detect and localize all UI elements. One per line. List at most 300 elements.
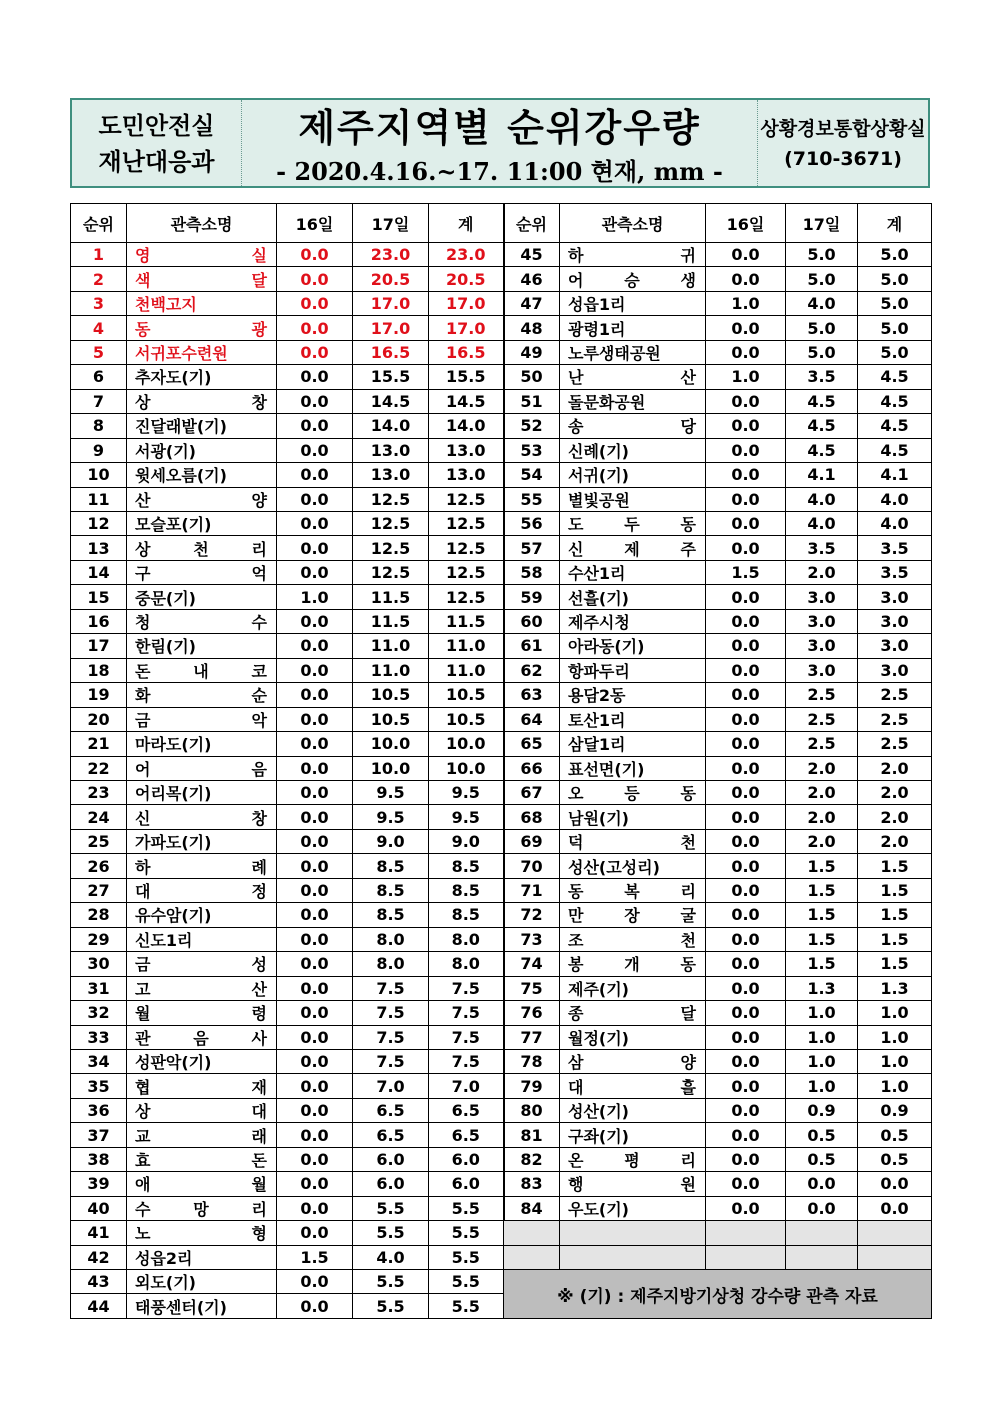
day17-value: 1.3 bbox=[786, 976, 858, 1000]
total-value: 11.5 bbox=[429, 609, 504, 633]
total-value: 6.5 bbox=[429, 1123, 504, 1147]
total-value: 2.5 bbox=[858, 732, 932, 756]
total-value: 2.5 bbox=[858, 683, 932, 707]
station-name: 청 수 bbox=[127, 609, 277, 633]
col-day17: 17일 bbox=[353, 204, 429, 243]
day16-value: 0.0 bbox=[277, 463, 353, 487]
day17-value: 12.5 bbox=[353, 536, 429, 560]
total-value: 1.5 bbox=[858, 903, 932, 927]
station-name: 서광(기) bbox=[127, 438, 277, 462]
rank-cell: 18 bbox=[71, 658, 127, 682]
day16-value: 0.0 bbox=[277, 536, 353, 560]
rank-cell: 51 bbox=[504, 389, 560, 413]
day17-value: 7.5 bbox=[353, 1001, 429, 1025]
station-name: 수 망 리 bbox=[127, 1196, 277, 1220]
day17-value: 8.5 bbox=[353, 903, 429, 927]
day16-value: 0.0 bbox=[277, 903, 353, 927]
day17-value: 3.5 bbox=[786, 365, 858, 389]
day16-value: 0.0 bbox=[277, 1221, 353, 1245]
table-row bbox=[71, 438, 504, 462]
rank-cell: 5 bbox=[71, 340, 127, 364]
table-row bbox=[71, 683, 504, 707]
station-name: 가파도(기) bbox=[127, 829, 277, 853]
day17-value: 12.5 bbox=[353, 560, 429, 584]
station-name: 남원(기) bbox=[560, 805, 706, 829]
table-row bbox=[504, 340, 932, 364]
day16-value: 0.0 bbox=[706, 487, 786, 511]
station-name: 표선면(기) bbox=[560, 756, 706, 780]
day17-value: 7.5 bbox=[353, 1025, 429, 1049]
day16-value: 0.0 bbox=[706, 903, 786, 927]
empty-cell bbox=[858, 1221, 932, 1245]
station-name: 종 달 bbox=[560, 1001, 706, 1025]
day17-value: 4.0 bbox=[353, 1245, 429, 1269]
table-row bbox=[71, 952, 504, 976]
total-value: 9.5 bbox=[429, 780, 504, 804]
day17-value: 14.5 bbox=[353, 389, 429, 413]
day16-value: 0.0 bbox=[277, 316, 353, 340]
day17-value: 5.0 bbox=[786, 267, 858, 291]
report-header bbox=[70, 98, 930, 188]
rank-cell: 28 bbox=[71, 903, 127, 927]
day17-value: 0.5 bbox=[786, 1123, 858, 1147]
table-row bbox=[504, 243, 932, 267]
total-value: 0.5 bbox=[858, 1147, 932, 1171]
station-name: 화 순 bbox=[127, 683, 277, 707]
day16-value: 0.0 bbox=[706, 878, 786, 902]
rank-cell: 29 bbox=[71, 927, 127, 951]
station-name: 어리목(기) bbox=[127, 780, 277, 804]
rank-cell: 4 bbox=[71, 316, 127, 340]
total-value: 2.0 bbox=[858, 829, 932, 853]
day17-value: 0.0 bbox=[786, 1172, 858, 1196]
station-name: 영 실 bbox=[127, 243, 277, 267]
total-value: 0.9 bbox=[858, 1098, 932, 1122]
department-line1: 도민안전실 bbox=[98, 112, 215, 140]
day16-value: 1.0 bbox=[706, 291, 786, 315]
total-value: 5.5 bbox=[429, 1270, 504, 1294]
table-row bbox=[71, 1245, 504, 1269]
station-name: 돈 내 코 bbox=[127, 658, 277, 682]
table-row bbox=[71, 1270, 504, 1294]
rank-cell: 19 bbox=[71, 683, 127, 707]
rank-cell: 78 bbox=[504, 1049, 560, 1073]
station-name: 봉 개 동 bbox=[560, 952, 706, 976]
table-row bbox=[71, 878, 504, 902]
day16-value: 0.0 bbox=[706, 976, 786, 1000]
empty-cell bbox=[786, 1221, 858, 1245]
table-row bbox=[504, 1196, 932, 1220]
total-value: 4.5 bbox=[858, 414, 932, 438]
station-name: 태풍센터(기) bbox=[127, 1294, 277, 1318]
total-value: 1.0 bbox=[858, 1074, 932, 1098]
station-name: 온 평 리 bbox=[560, 1147, 706, 1171]
total-value: 12.5 bbox=[429, 487, 504, 511]
day17-value: 3.0 bbox=[786, 609, 858, 633]
table-row bbox=[71, 365, 504, 389]
day17-value: 13.0 bbox=[353, 438, 429, 462]
day16-value: 0.0 bbox=[277, 291, 353, 315]
rank-cell: 68 bbox=[504, 805, 560, 829]
table-row bbox=[71, 1294, 504, 1318]
rank-cell: 48 bbox=[504, 316, 560, 340]
contact-block bbox=[758, 100, 928, 186]
day17-value: 6.5 bbox=[353, 1098, 429, 1122]
col-station: 관측소명 bbox=[560, 204, 706, 243]
day16-value: 0.0 bbox=[277, 1098, 353, 1122]
day16-value: 0.0 bbox=[277, 1001, 353, 1025]
day17-value: 1.0 bbox=[786, 1025, 858, 1049]
total-value: 1.0 bbox=[858, 1025, 932, 1049]
rank-cell: 50 bbox=[504, 365, 560, 389]
table-row bbox=[71, 1098, 504, 1122]
station-name: 대 정 bbox=[127, 878, 277, 902]
station-name: 상 천 리 bbox=[127, 536, 277, 560]
station-name: 광령1리 bbox=[560, 316, 706, 340]
rank-cell: 11 bbox=[71, 487, 127, 511]
day17-value: 6.0 bbox=[353, 1147, 429, 1171]
rank-cell: 63 bbox=[504, 683, 560, 707]
total-value: 11.0 bbox=[429, 658, 504, 682]
table-row bbox=[504, 878, 932, 902]
total-value: 4.0 bbox=[858, 487, 932, 511]
day16-value: 0.0 bbox=[277, 683, 353, 707]
day17-value: 2.5 bbox=[786, 683, 858, 707]
total-value: 15.5 bbox=[429, 365, 504, 389]
table-row bbox=[71, 291, 504, 315]
day17-value: 9.0 bbox=[353, 829, 429, 853]
day16-value: 0.0 bbox=[277, 414, 353, 438]
rank-cell: 49 bbox=[504, 340, 560, 364]
total-value: 0.5 bbox=[858, 1123, 932, 1147]
col-day16: 16일 bbox=[277, 204, 353, 243]
day16-value: 0.0 bbox=[277, 634, 353, 658]
total-value: 5.0 bbox=[858, 291, 932, 315]
rank-cell: 58 bbox=[504, 560, 560, 584]
day16-value: 0.0 bbox=[277, 1074, 353, 1098]
total-value: 13.0 bbox=[429, 463, 504, 487]
day16-value: 0.0 bbox=[277, 243, 353, 267]
day16-value: 0.0 bbox=[706, 1025, 786, 1049]
rank-cell: 55 bbox=[504, 487, 560, 511]
day16-value: 0.0 bbox=[277, 732, 353, 756]
station-name: 선흘(기) bbox=[560, 585, 706, 609]
table-row bbox=[71, 707, 504, 731]
table-row bbox=[71, 585, 504, 609]
day16-value: 0.0 bbox=[277, 340, 353, 364]
day17-value: 10.5 bbox=[353, 707, 429, 731]
station-name: 협 재 bbox=[127, 1074, 277, 1098]
total-value: 4.5 bbox=[858, 438, 932, 462]
table-row bbox=[504, 903, 932, 927]
table-row bbox=[504, 267, 932, 291]
rank-cell: 13 bbox=[71, 536, 127, 560]
day17-value: 1.5 bbox=[786, 952, 858, 976]
day17-value: 2.0 bbox=[786, 805, 858, 829]
total-value: 16.5 bbox=[429, 340, 504, 364]
rank-cell: 35 bbox=[71, 1074, 127, 1098]
page-subtitle: - 2020.4.16.~17. 11:00 현재, mm - bbox=[276, 157, 723, 186]
table-row bbox=[71, 1025, 504, 1049]
rank-cell: 72 bbox=[504, 903, 560, 927]
station-name: 산 양 bbox=[127, 487, 277, 511]
day17-value: 1.5 bbox=[786, 878, 858, 902]
station-name: 신도1리 bbox=[127, 927, 277, 951]
day16-value: 0.0 bbox=[277, 1147, 353, 1171]
total-value: 2.0 bbox=[858, 780, 932, 804]
day16-value: 0.0 bbox=[706, 927, 786, 951]
station-name: 삼 양 bbox=[560, 1049, 706, 1073]
station-name: 한림(기) bbox=[127, 634, 277, 658]
title-block bbox=[242, 100, 758, 186]
total-value: 4.5 bbox=[858, 365, 932, 389]
day17-value: 15.5 bbox=[353, 365, 429, 389]
station-name: 성산(고성리) bbox=[560, 854, 706, 878]
table-row bbox=[71, 1074, 504, 1098]
total-value: 5.0 bbox=[858, 340, 932, 364]
day17-value: 17.0 bbox=[353, 316, 429, 340]
day16-value: 0.0 bbox=[277, 438, 353, 462]
rank-cell: 65 bbox=[504, 732, 560, 756]
day16-value: 0.0 bbox=[706, 952, 786, 976]
day16-value: 0.0 bbox=[706, 634, 786, 658]
rank-cell: 44 bbox=[71, 1294, 127, 1318]
day16-value: 0.0 bbox=[277, 707, 353, 731]
station-name: 외도(기) bbox=[127, 1270, 277, 1294]
table-row bbox=[504, 658, 932, 682]
day17-value: 12.5 bbox=[353, 511, 429, 535]
station-name: 어 음 bbox=[127, 756, 277, 780]
table-row bbox=[504, 560, 932, 584]
station-name: 노루생태공원 bbox=[560, 340, 706, 364]
rank-cell: 22 bbox=[71, 756, 127, 780]
day16-value: 0.0 bbox=[277, 756, 353, 780]
day17-value: 10.0 bbox=[353, 756, 429, 780]
table-row bbox=[504, 634, 932, 658]
total-value: 5.5 bbox=[429, 1245, 504, 1269]
table-row bbox=[71, 511, 504, 535]
station-name: 만 장 굴 bbox=[560, 903, 706, 927]
day17-value: 10.0 bbox=[353, 732, 429, 756]
empty-cell bbox=[504, 1221, 560, 1245]
day16-value: 0.0 bbox=[706, 1172, 786, 1196]
total-value: 5.0 bbox=[858, 316, 932, 340]
station-name: 제주시청 bbox=[560, 609, 706, 633]
day17-value: 4.1 bbox=[786, 463, 858, 487]
rank-cell: 38 bbox=[71, 1147, 127, 1171]
rank-cell: 82 bbox=[504, 1147, 560, 1171]
station-name: 금 성 bbox=[127, 952, 277, 976]
table-row bbox=[504, 438, 932, 462]
station-name: 어 승 생 bbox=[560, 267, 706, 291]
rank-cell: 9 bbox=[71, 438, 127, 462]
total-value: 5.0 bbox=[858, 243, 932, 267]
rank-cell: 23 bbox=[71, 780, 127, 804]
day17-value: 4.0 bbox=[786, 511, 858, 535]
day16-value: 0.0 bbox=[706, 585, 786, 609]
day17-value: 8.5 bbox=[353, 878, 429, 902]
table-row bbox=[71, 609, 504, 633]
rank-cell: 54 bbox=[504, 463, 560, 487]
total-value: 7.5 bbox=[429, 976, 504, 1000]
table-row bbox=[71, 805, 504, 829]
table-row bbox=[71, 267, 504, 291]
day16-value: 0.0 bbox=[277, 365, 353, 389]
day17-value: 11.5 bbox=[353, 585, 429, 609]
day17-value: 1.5 bbox=[786, 854, 858, 878]
day16-value: 0.0 bbox=[277, 658, 353, 682]
rank-cell: 81 bbox=[504, 1123, 560, 1147]
table-row bbox=[504, 707, 932, 731]
table-row bbox=[504, 1049, 932, 1073]
rainfall-table-right bbox=[503, 203, 932, 1319]
day16-value: 0.0 bbox=[706, 1001, 786, 1025]
day17-value: 11.0 bbox=[353, 634, 429, 658]
day16-value: 1.0 bbox=[277, 585, 353, 609]
table-row bbox=[504, 1098, 932, 1122]
rank-cell: 37 bbox=[71, 1123, 127, 1147]
rank-cell: 45 bbox=[504, 243, 560, 267]
day16-value: 0.0 bbox=[277, 854, 353, 878]
total-value: 8.5 bbox=[429, 878, 504, 902]
day16-value: 0.0 bbox=[706, 829, 786, 853]
table-row bbox=[504, 854, 932, 878]
rank-cell: 36 bbox=[71, 1098, 127, 1122]
total-value: 7.5 bbox=[429, 1049, 504, 1073]
day16-value: 0.0 bbox=[277, 1025, 353, 1049]
total-value: 0.0 bbox=[858, 1196, 932, 1220]
rank-cell: 2 bbox=[71, 267, 127, 291]
station-name: 용담2동 bbox=[560, 683, 706, 707]
station-name: 월 령 bbox=[127, 1001, 277, 1025]
station-name: 덕 천 bbox=[560, 829, 706, 853]
day17-value: 12.5 bbox=[353, 487, 429, 511]
rank-cell: 77 bbox=[504, 1025, 560, 1049]
office-phone: (710-3671) bbox=[784, 148, 902, 170]
station-name: 마라도(기) bbox=[127, 732, 277, 756]
rank-cell: 41 bbox=[71, 1221, 127, 1245]
day16-value: 0.0 bbox=[706, 609, 786, 633]
table-row bbox=[71, 658, 504, 682]
station-name: 항파두리 bbox=[560, 658, 706, 682]
table-header-row bbox=[504, 204, 932, 243]
table-row bbox=[504, 805, 932, 829]
day17-value: 5.5 bbox=[353, 1221, 429, 1245]
table-row bbox=[71, 536, 504, 560]
total-value: 8.5 bbox=[429, 903, 504, 927]
total-value: 2.0 bbox=[858, 756, 932, 780]
rank-cell: 30 bbox=[71, 952, 127, 976]
day16-value: 0.0 bbox=[277, 952, 353, 976]
total-value: 1.0 bbox=[858, 1001, 932, 1025]
total-value: 5.0 bbox=[858, 267, 932, 291]
station-name: 윗세오름(기) bbox=[127, 463, 277, 487]
rank-cell: 83 bbox=[504, 1172, 560, 1196]
day16-value: 0.0 bbox=[277, 1270, 353, 1294]
total-value: 12.5 bbox=[429, 560, 504, 584]
day17-value: 5.0 bbox=[786, 243, 858, 267]
empty-cell bbox=[560, 1221, 706, 1245]
rank-cell: 70 bbox=[504, 854, 560, 878]
day16-value: 0.0 bbox=[277, 609, 353, 633]
day17-value: 5.0 bbox=[786, 340, 858, 364]
station-name: 송 당 bbox=[560, 414, 706, 438]
rank-cell: 26 bbox=[71, 854, 127, 878]
col-day16: 16일 bbox=[706, 204, 786, 243]
day17-value: 4.0 bbox=[786, 291, 858, 315]
rank-cell: 27 bbox=[71, 878, 127, 902]
page-title: 제주지역별 순위강우량 bbox=[298, 106, 701, 150]
day16-value: 0.0 bbox=[277, 805, 353, 829]
rank-cell: 25 bbox=[71, 829, 127, 853]
day17-value: 8.0 bbox=[353, 927, 429, 951]
table-row bbox=[504, 1147, 932, 1171]
table-row bbox=[504, 609, 932, 633]
day17-value: 13.0 bbox=[353, 463, 429, 487]
rank-cell: 84 bbox=[504, 1196, 560, 1220]
station-name: 월정(기) bbox=[560, 1025, 706, 1049]
total-value: 10.0 bbox=[429, 732, 504, 756]
empty-cell bbox=[706, 1245, 786, 1269]
total-value: 0.0 bbox=[858, 1172, 932, 1196]
day17-value: 1.0 bbox=[786, 1074, 858, 1098]
table-row bbox=[504, 463, 932, 487]
total-value: 7.5 bbox=[429, 1025, 504, 1049]
day16-value: 0.0 bbox=[277, 1172, 353, 1196]
day16-value: 0.0 bbox=[706, 805, 786, 829]
total-value: 17.0 bbox=[429, 291, 504, 315]
rank-cell: 57 bbox=[504, 536, 560, 560]
day17-value: 6.5 bbox=[353, 1123, 429, 1147]
day17-value: 1.5 bbox=[786, 903, 858, 927]
table-row bbox=[71, 1172, 504, 1196]
total-value: 12.5 bbox=[429, 585, 504, 609]
day16-value: 0.0 bbox=[706, 243, 786, 267]
day16-value: 0.0 bbox=[706, 756, 786, 780]
day16-value: 0.0 bbox=[706, 511, 786, 535]
day16-value: 1.5 bbox=[706, 560, 786, 584]
station-name: 교 래 bbox=[127, 1123, 277, 1147]
total-value: 6.0 bbox=[429, 1172, 504, 1196]
day16-value: 0.0 bbox=[277, 1049, 353, 1073]
total-value: 11.0 bbox=[429, 634, 504, 658]
total-value: 3.0 bbox=[858, 585, 932, 609]
table-row bbox=[71, 1049, 504, 1073]
day17-value: 8.0 bbox=[353, 952, 429, 976]
day17-value: 3.0 bbox=[786, 634, 858, 658]
total-value: 6.5 bbox=[429, 1098, 504, 1122]
day17-value: 0.0 bbox=[786, 1196, 858, 1220]
table-row bbox=[504, 927, 932, 951]
total-value: 1.5 bbox=[858, 952, 932, 976]
station-name: 동 복 리 bbox=[560, 878, 706, 902]
day16-value: 0.0 bbox=[706, 1123, 786, 1147]
rank-cell: 12 bbox=[71, 511, 127, 535]
rank-cell: 33 bbox=[71, 1025, 127, 1049]
total-value: 12.5 bbox=[429, 536, 504, 560]
total-value: 1.3 bbox=[858, 976, 932, 1000]
table-row bbox=[504, 1074, 932, 1098]
station-name: 구좌(기) bbox=[560, 1123, 706, 1147]
total-value: 10.5 bbox=[429, 707, 504, 731]
total-value: 14.0 bbox=[429, 414, 504, 438]
table-row bbox=[71, 389, 504, 413]
rank-cell: 21 bbox=[71, 732, 127, 756]
rank-cell: 24 bbox=[71, 805, 127, 829]
total-value: 13.0 bbox=[429, 438, 504, 462]
day17-value: 5.5 bbox=[353, 1294, 429, 1318]
rank-cell: 39 bbox=[71, 1172, 127, 1196]
